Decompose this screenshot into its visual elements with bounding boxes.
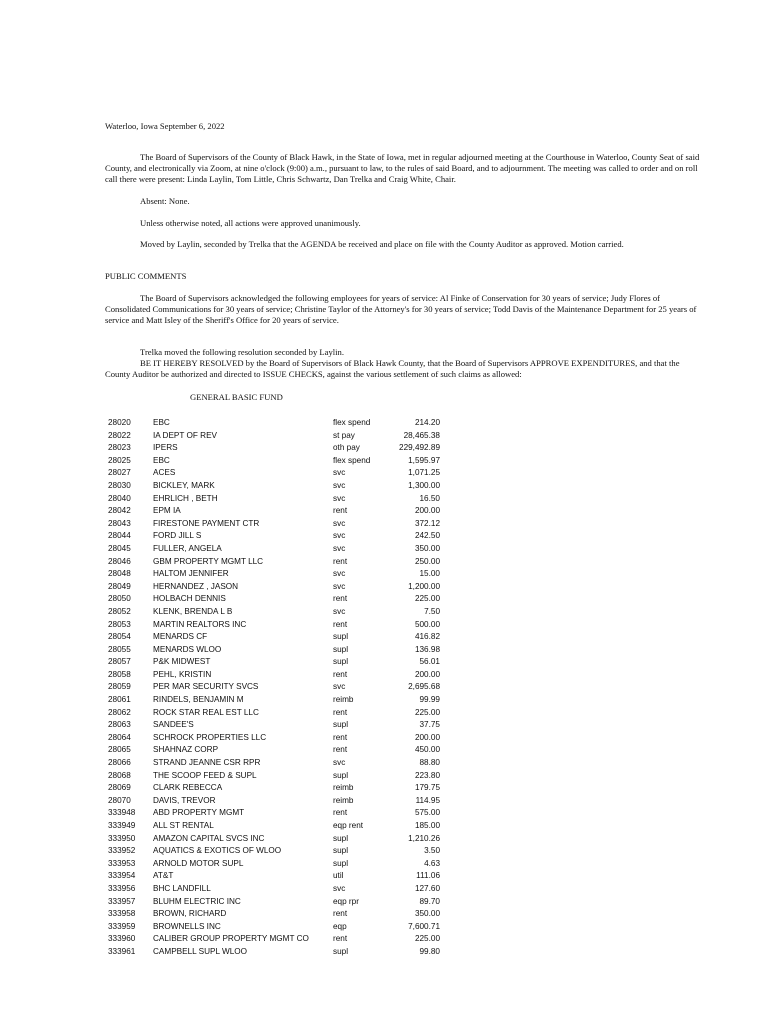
- claim-amount: 214.20: [414, 418, 440, 427]
- vendor-name: P&K MIDWEST: [153, 657, 211, 667]
- vendor-name: ABD PROPERTY MGMT: [153, 808, 245, 818]
- claim-amount: 200.00: [414, 669, 440, 679]
- claim-number: 28069: [108, 783, 131, 793]
- claim-amount: 16.50: [419, 493, 440, 503]
- expense-type: reimb: [333, 795, 354, 805]
- table-row: [108, 669, 440, 682]
- vendor-name: CALIBER GROUP PROPERTY MGMT CO: [153, 934, 309, 944]
- claim-amount: 1,210.26: [408, 833, 440, 843]
- vendor-name: BROWN, RICHARD: [153, 909, 227, 919]
- table-row: [108, 568, 440, 581]
- expense-type: svc: [333, 569, 346, 579]
- table-row: [108, 870, 440, 883]
- table-row: [108, 807, 440, 820]
- table-row: [108, 795, 440, 808]
- claim-number: 28043: [108, 518, 131, 528]
- vendor-name: GBM PROPERTY MGMT LLC: [153, 556, 264, 566]
- expense-type: svc: [333, 682, 346, 692]
- vendor-name: HALTOM JENNIFER: [153, 569, 229, 579]
- table-row: [108, 883, 440, 896]
- claim-amount: 1,071.25: [408, 468, 440, 478]
- claim-amount: 56.01: [419, 657, 440, 667]
- expense-type: rent: [333, 594, 348, 604]
- expense-type: svc: [333, 581, 346, 591]
- table-row: [108, 782, 440, 795]
- claim-number: 333958: [108, 909, 136, 919]
- vendor-name: CAMPBELL SUPL WLOO: [153, 946, 248, 956]
- claim-amount: 225.00: [414, 934, 440, 944]
- claim-amount: 350.00: [414, 543, 440, 553]
- vendor-name: AMAZON CAPITAL SVCS INC: [153, 833, 265, 843]
- expense-type: rent: [333, 506, 348, 516]
- expense-type: rent: [333, 909, 348, 919]
- expense-type: flex spend: [333, 418, 371, 427]
- claim-number: 28063: [108, 720, 131, 730]
- vendor-name: BLUHM ELECTRIC INC: [153, 896, 241, 906]
- table-row: [108, 946, 440, 959]
- vendor-name: FIRESTONE PAYMENT CTR: [153, 518, 260, 528]
- table-row: [108, 644, 440, 657]
- intro-paragraph: The Board of Supervisors of the County of Black Hawk, in the State of Iowa, met in regular adjourned meeting at the Courthouse in Waterloo, County Seat of said County, and electronically via Zoom, at nine o'clock (9:00) a.m., pursuant to law, to the rules of said Board, and to adjournment. The meeting was called to order and on roll call there were present: Linda Laylin, Tom Little, Chris Schwartz, Dan Trelka and Craig White, Chair.: [105, 152, 700, 184]
- claim-number: 28049: [108, 581, 131, 591]
- service-paragraph: The Board of Supervisors acknowledged the following employees for years of service: Al Finke of Conservation for 30 years of service; Judy Flores of Consolidated Communications for 30 years of service; Christine Taylor of the Attorney's for 30 years of service; Todd Davis of the Maintenance Department for 25 years of service and Matt Isley of the Sheriff's Office for 20 years of service.: [105, 293, 697, 325]
- claim-number: 333949: [108, 821, 136, 830]
- table-row: [108, 606, 440, 619]
- claim-number: 28027: [108, 468, 131, 478]
- expense-type: eqp rent: [333, 821, 364, 830]
- claim-amount: 242.50: [414, 531, 440, 541]
- claim-amount: 225.00: [414, 594, 440, 604]
- vendor-name: SCHROCK PROPERTIES LLC: [153, 732, 267, 742]
- claim-amount: 450.00: [414, 745, 440, 755]
- table-row: [108, 556, 440, 569]
- table-row: [108, 593, 440, 606]
- table-row: [108, 896, 440, 909]
- claim-number: 333952: [108, 846, 136, 856]
- vendor-name: BHC LANDFILL: [153, 883, 211, 893]
- table-row: [108, 820, 440, 833]
- vendor-name: AQUATICS & EXOTICS OF WLOO: [153, 846, 282, 856]
- expense-type: eqp rpr: [333, 896, 359, 906]
- table-row: [108, 518, 440, 531]
- table-row: [108, 933, 440, 946]
- vendor-name: MENARDS CF: [153, 632, 208, 642]
- claim-amount: 1,200.00: [408, 581, 440, 591]
- claim-amount: 28,465.38: [403, 430, 440, 440]
- vendor-name: THE SCOOP FEED & SUPL: [153, 770, 257, 780]
- claim-number: 333961: [108, 946, 136, 956]
- claim-number: 333956: [108, 883, 136, 893]
- expense-type: supl: [333, 657, 349, 667]
- dateline: Waterloo, Iowa September 6, 2022: [105, 121, 225, 131]
- vendor-name: FULLER, ANGELA: [153, 543, 222, 553]
- claim-amount: 37.75: [419, 720, 440, 730]
- vendor-name: BROWNELLS INC: [153, 921, 221, 931]
- table-row: [108, 732, 440, 745]
- claim-number: 333959: [108, 921, 136, 931]
- table-row: [108, 858, 440, 871]
- expense-type: svc: [333, 531, 346, 541]
- claim-number: 28023: [108, 443, 131, 453]
- resolved-paragraph: BE IT HEREBY RESOLVED by the Board of Supervisors of Black Hawk County, that the Board of Supervisors APPROVE EXPENDITURES, and that the County Auditor be authorized and directed to ISSUE CHECKS, against the various settlement of such claims as allowed:: [105, 358, 680, 379]
- expense-type: reimb: [333, 783, 354, 793]
- expense-type: rent: [333, 745, 348, 755]
- table-row: [108, 430, 440, 443]
- table-row: [108, 656, 440, 669]
- claim-number: 28030: [108, 480, 131, 490]
- expense-type: supl: [333, 946, 349, 956]
- claim-amount: 500.00: [414, 619, 440, 629]
- claims-table: [108, 417, 440, 959]
- table-row: [108, 757, 440, 770]
- expense-type: supl: [333, 770, 349, 780]
- expense-type: svc: [333, 468, 346, 478]
- claim-amount: 15.00: [419, 569, 440, 579]
- table-row: [108, 442, 440, 455]
- claim-number: 28066: [108, 758, 131, 768]
- vendor-name: ROCK STAR REAL EST LLC: [153, 707, 259, 717]
- claim-number: 28044: [108, 531, 131, 541]
- claim-amount: 3.50: [424, 846, 440, 856]
- vendor-name: MARTIN REALTORS INC: [153, 619, 247, 629]
- table-row: [108, 631, 440, 644]
- vendor-name: MENARDS WLOO: [153, 644, 222, 654]
- table-row: [108, 619, 440, 632]
- agenda-paragraph: Moved by Laylin, seconded by Trelka that the AGENDA be received and place on file with the County Auditor as approved. Motion carried.: [140, 239, 624, 249]
- vendor-name: EPM IA: [153, 506, 181, 516]
- table-row: [108, 744, 440, 757]
- expense-type: svc: [333, 480, 346, 490]
- vendor-name: ARNOLD MOTOR SUPL: [153, 858, 244, 868]
- absent-line: Absent: None.: [140, 196, 190, 206]
- claim-amount: 416.82: [414, 632, 440, 642]
- claim-number: 333954: [108, 871, 136, 881]
- expense-type: oth pay: [333, 443, 360, 453]
- claim-amount: 7,600.71: [408, 921, 440, 931]
- claim-number: 28050: [108, 594, 131, 604]
- claim-number: 28054: [108, 632, 131, 642]
- expense-type: svc: [333, 606, 346, 616]
- expense-type: rent: [333, 669, 348, 679]
- claim-number: 28068: [108, 770, 131, 780]
- claim-number: 28057: [108, 657, 131, 667]
- vendor-name: EHRLICH , BETH: [153, 493, 218, 503]
- table-row: [108, 921, 440, 934]
- claim-number: 28061: [108, 695, 131, 705]
- vendor-name: HOLBACH DENNIS: [153, 594, 226, 604]
- expense-type: eqp: [333, 921, 347, 931]
- table-row: [108, 581, 440, 594]
- unanimous-paragraph: Unless otherwise noted, all actions were approved unanimously.: [140, 218, 361, 228]
- claim-amount: 127.60: [414, 883, 440, 893]
- vendor-name: IPERS: [153, 443, 178, 453]
- expense-type: supl: [333, 846, 349, 856]
- claim-amount: 88.80: [419, 758, 440, 768]
- expense-type: rent: [333, 808, 348, 818]
- expense-type: svc: [333, 543, 346, 553]
- vendor-name: EBC: [153, 455, 170, 465]
- table-row: [108, 480, 440, 493]
- vendor-name: PER MAR SECURITY SVCS: [153, 682, 259, 692]
- claim-amount: 225.00: [414, 707, 440, 717]
- expense-type: rent: [333, 619, 348, 629]
- expense-type: supl: [333, 720, 349, 730]
- claim-number: 28059: [108, 682, 131, 692]
- expense-type: svc: [333, 493, 346, 503]
- table-row: [108, 681, 440, 694]
- claim-number: 333953: [108, 858, 136, 868]
- claim-number: 28065: [108, 745, 131, 755]
- table-row: [108, 707, 440, 720]
- expense-type: flex spend: [333, 455, 371, 465]
- claim-amount: 89.70: [419, 896, 440, 906]
- claim-number: 28048: [108, 569, 131, 579]
- claim-amount: 350.00: [414, 909, 440, 919]
- vendor-name: FORD JILL S: [153, 531, 202, 541]
- claim-number: 28058: [108, 669, 131, 679]
- claim-amount: 1,595.97: [408, 455, 440, 465]
- claim-number: 333950: [108, 833, 136, 843]
- claim-number: 28055: [108, 644, 131, 654]
- claim-amount: 179.75: [414, 783, 440, 793]
- vendor-name: HERNANDEZ , JASON: [153, 581, 239, 591]
- table-row: [108, 455, 440, 468]
- claim-amount: 372.12: [414, 518, 440, 528]
- claim-number: 28020: [108, 418, 131, 427]
- vendor-name: ACES: [153, 468, 176, 478]
- claim-amount: 99.80: [419, 946, 440, 956]
- claim-amount: 4.63: [424, 858, 440, 868]
- claim-number: 28046: [108, 556, 131, 566]
- claim-number: 28062: [108, 707, 131, 717]
- claim-amount: 200.00: [414, 732, 440, 742]
- expense-type: rent: [333, 707, 348, 717]
- expense-type: rent: [333, 732, 348, 742]
- vendor-name: AT&T: [153, 871, 174, 881]
- table-row: [108, 719, 440, 732]
- fund-title: GENERAL BASIC FUND: [190, 392, 283, 402]
- vendor-name: ALL ST RENTAL: [153, 821, 214, 830]
- claim-number: 333957: [108, 896, 136, 906]
- expense-type: supl: [333, 833, 349, 843]
- expense-type: supl: [333, 858, 349, 868]
- table-row: [108, 467, 440, 480]
- table-row: [108, 770, 440, 783]
- resolution-moved-paragraph: Trelka moved the following resolution seconded by Laylin.: [140, 347, 344, 357]
- expense-type: reimb: [333, 695, 354, 705]
- vendor-name: CLARK REBECCA: [153, 783, 223, 793]
- claim-amount: 114.95: [415, 795, 440, 805]
- claim-number: 28025: [108, 455, 131, 465]
- expense-type: svc: [333, 758, 346, 768]
- claim-amount: 250.00: [414, 556, 440, 566]
- claim-number: 28064: [108, 732, 131, 742]
- table-row: [108, 908, 440, 921]
- claim-amount: 99.99: [419, 695, 440, 705]
- vendor-name: IA DEPT OF REV: [153, 430, 217, 440]
- table-row: [108, 543, 440, 556]
- table-row: [108, 417, 440, 430]
- expense-type: st pay: [333, 430, 355, 440]
- vendor-name: RINDELS, BENJAMIN M: [153, 695, 244, 705]
- claim-amount: 2,695.68: [408, 682, 440, 692]
- claim-number: 28022: [108, 430, 131, 440]
- public-comments-heading: PUBLIC COMMENTS: [105, 271, 187, 281]
- claim-amount: 185.00: [414, 821, 440, 830]
- expense-type: svc: [333, 883, 346, 893]
- vendor-name: EBC: [153, 418, 170, 427]
- claim-number: 28070: [108, 795, 131, 805]
- claim-number: 28042: [108, 506, 131, 516]
- claim-amount: 575.00: [414, 808, 440, 818]
- claim-number: 28053: [108, 619, 131, 629]
- claim-number: 28040: [108, 493, 131, 503]
- vendor-name: SANDEE'S: [153, 720, 194, 730]
- table-row: [108, 694, 440, 707]
- claim-number: 28045: [108, 543, 131, 553]
- claim-amount: 229,492.89: [399, 443, 440, 453]
- table-row: [108, 493, 440, 506]
- claim-amount: 7.50: [424, 606, 440, 616]
- table-row: [108, 530, 440, 543]
- expense-type: rent: [333, 934, 348, 944]
- vendor-name: BICKLEY, MARK: [153, 480, 215, 490]
- claim-amount: 223.80: [414, 770, 440, 780]
- vendor-name: STRAND JEANNE CSR RPR: [153, 758, 261, 768]
- expense-type: util: [333, 871, 344, 881]
- vendor-name: DAVIS, TREVOR: [153, 795, 216, 805]
- claim-number: 333960: [108, 934, 136, 944]
- table-row: [108, 833, 440, 846]
- vendor-name: KLENK, BRENDA L B: [153, 606, 233, 616]
- vendor-name: PEHL, KRISTIN: [153, 669, 212, 679]
- claim-amount: 111.06: [416, 871, 440, 881]
- expense-type: supl: [333, 644, 349, 654]
- claim-amount: 136.98: [414, 644, 440, 654]
- claim-amount: 1,300.00: [408, 480, 440, 490]
- expense-type: rent: [333, 556, 348, 566]
- claim-number: 333948: [108, 808, 136, 818]
- table-row: [108, 845, 440, 858]
- table-row: [108, 505, 440, 518]
- expense-type: svc: [333, 518, 346, 528]
- expense-type: supl: [333, 632, 349, 642]
- claim-amount: 200.00: [414, 506, 440, 516]
- vendor-name: SHAHNAZ CORP: [153, 745, 219, 755]
- claim-number: 28052: [108, 606, 131, 616]
